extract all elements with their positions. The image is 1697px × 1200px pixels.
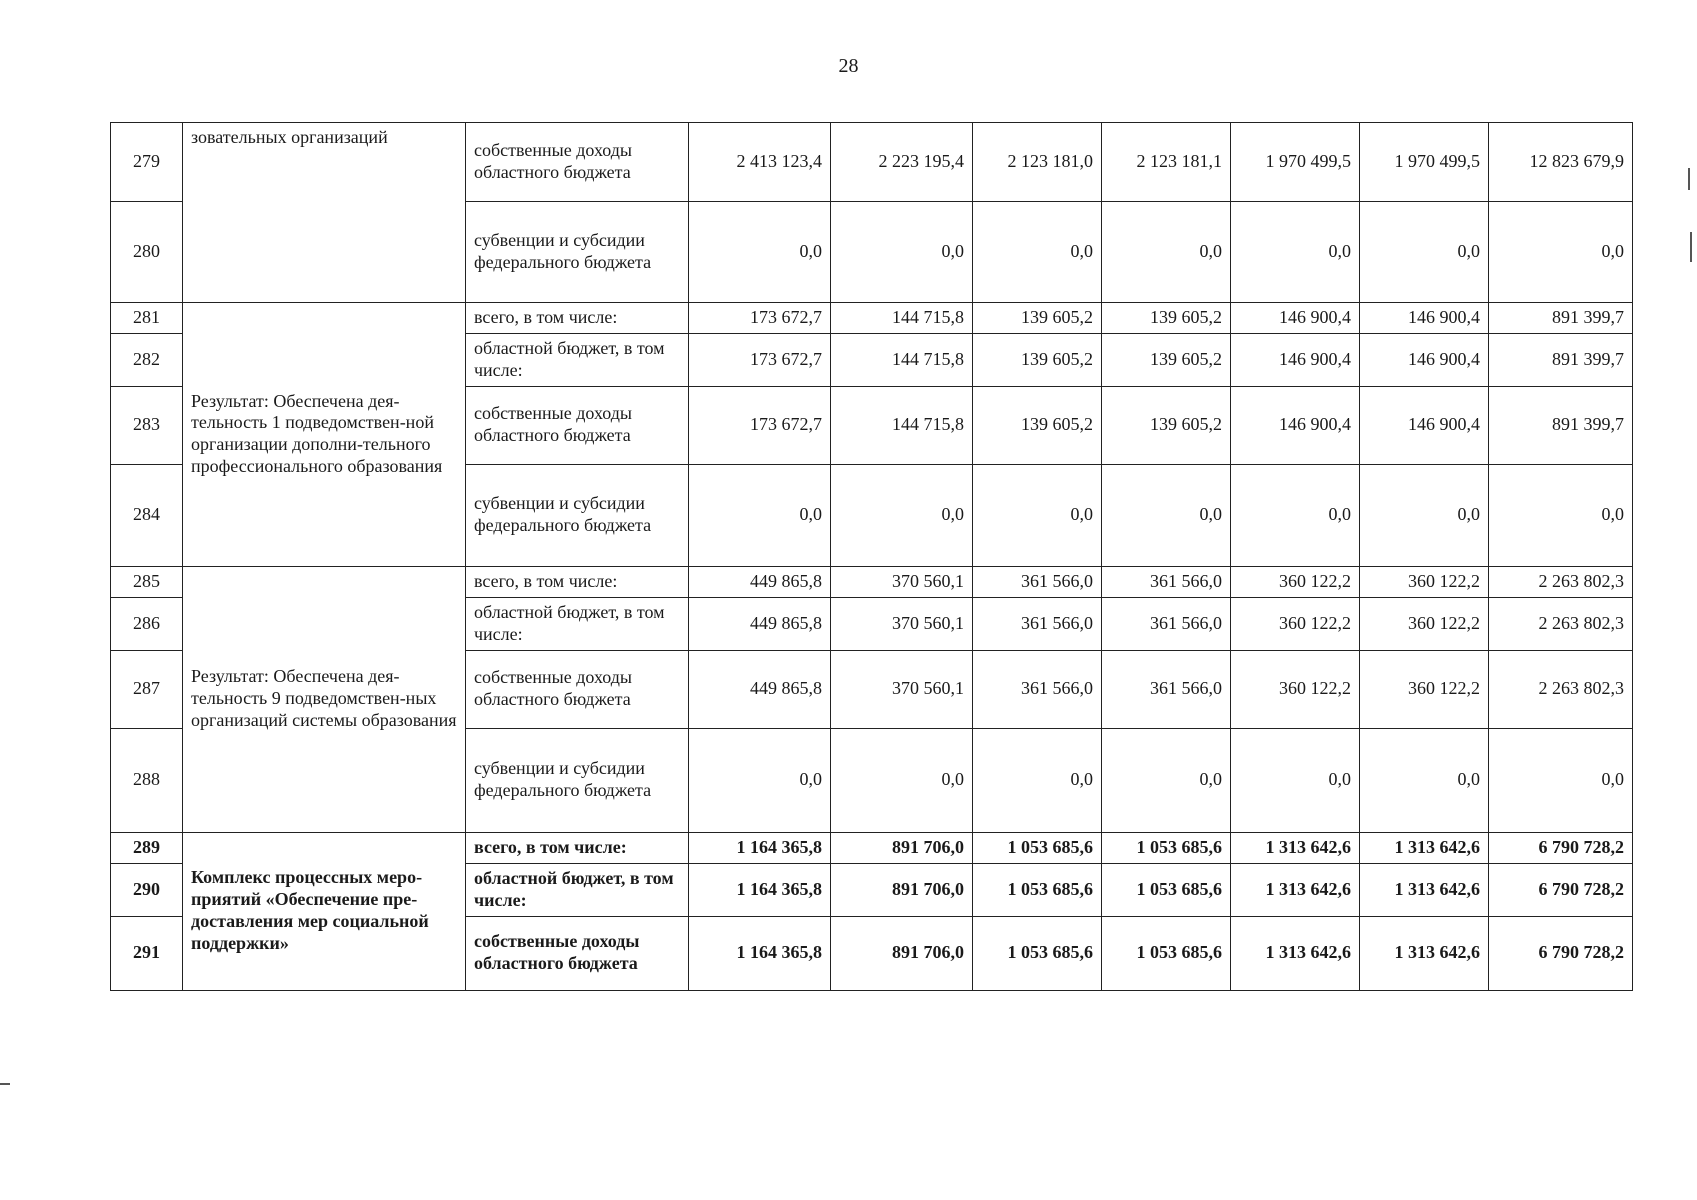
value-cell: 0,0 xyxy=(1102,728,1231,832)
row-number: 286 xyxy=(111,597,183,650)
value-cell: 1 164 365,8 xyxy=(689,863,831,916)
group-description: Комплекс процессных меро-приятий «Обеспечение пре-доставления мер социальной поддержки» xyxy=(183,832,466,990)
table-row xyxy=(111,123,1633,202)
row-number: 289 xyxy=(111,832,183,863)
row-number: 287 xyxy=(111,650,183,728)
value-cell: 360 122,2 xyxy=(1360,566,1489,597)
value-cell: 139 605,2 xyxy=(973,386,1102,464)
value-cell: 146 900,4 xyxy=(1360,386,1489,464)
value-cell: 1 313 642,6 xyxy=(1360,916,1489,990)
value-cell: 360 122,2 xyxy=(1231,650,1360,728)
total-value-cell: 6 790 728,2 xyxy=(1489,863,1633,916)
value-cell: 361 566,0 xyxy=(973,566,1102,597)
total-value-cell: 6 790 728,2 xyxy=(1489,832,1633,863)
total-value-cell: 0,0 xyxy=(1489,728,1633,832)
funding-source: областной бюджет, в том числе: xyxy=(466,863,689,916)
row-number: 290 xyxy=(111,863,183,916)
scan-edge-mark xyxy=(1688,168,1690,190)
table-row xyxy=(111,566,1633,597)
value-cell: 360 122,2 xyxy=(1231,566,1360,597)
total-value-cell: 891 399,7 xyxy=(1489,303,1633,334)
funding-source: собственные доходы областного бюджета xyxy=(466,386,689,464)
value-cell: 361 566,0 xyxy=(973,650,1102,728)
value-cell: 360 122,2 xyxy=(1360,650,1489,728)
value-cell: 146 900,4 xyxy=(1360,303,1489,334)
value-cell: 1 053 685,6 xyxy=(973,832,1102,863)
row-number: 285 xyxy=(111,566,183,597)
value-cell: 0,0 xyxy=(689,202,831,303)
value-cell: 0,0 xyxy=(973,728,1102,832)
value-cell: 144 715,8 xyxy=(831,386,973,464)
row-number: 291 xyxy=(111,916,183,990)
group-description: Результат: Обеспечена дея-тельность 9 подведомствен-ных организаций системы образования xyxy=(183,566,466,832)
value-cell: 173 672,7 xyxy=(689,303,831,334)
value-cell: 360 122,2 xyxy=(1360,597,1489,650)
funding-source: собственные доходы областного бюджета xyxy=(466,123,689,202)
value-cell: 0,0 xyxy=(1102,464,1231,566)
value-cell: 0,0 xyxy=(689,464,831,566)
value-cell: 139 605,2 xyxy=(1102,303,1231,334)
value-cell: 1 053 685,6 xyxy=(973,916,1102,990)
funding-source: собственные доходы областного бюджета xyxy=(466,650,689,728)
row-number: 279 xyxy=(111,123,183,202)
value-cell: 361 566,0 xyxy=(1102,650,1231,728)
funding-source: областной бюджет, в том числе: xyxy=(466,597,689,650)
value-cell: 0,0 xyxy=(689,728,831,832)
value-cell: 146 900,4 xyxy=(1360,333,1489,386)
total-value-cell: 891 399,7 xyxy=(1489,386,1633,464)
value-cell: 1 313 642,6 xyxy=(1231,863,1360,916)
total-value-cell: 0,0 xyxy=(1489,464,1633,566)
total-value-cell: 891 399,7 xyxy=(1489,333,1633,386)
value-cell: 0,0 xyxy=(1360,464,1489,566)
value-cell: 370 560,1 xyxy=(831,650,973,728)
value-cell: 173 672,7 xyxy=(689,386,831,464)
value-cell: 139 605,2 xyxy=(973,333,1102,386)
value-cell: 139 605,2 xyxy=(1102,333,1231,386)
funding-source: субвенции и субсидии федерального бюджета xyxy=(466,464,689,566)
value-cell: 361 566,0 xyxy=(1102,566,1231,597)
row-number: 280 xyxy=(111,202,183,303)
value-cell: 2 123 181,1 xyxy=(1102,123,1231,202)
budget-table xyxy=(110,122,1633,991)
value-cell: 1 164 365,8 xyxy=(689,916,831,990)
value-cell: 146 900,4 xyxy=(1231,333,1360,386)
value-cell: 144 715,8 xyxy=(831,303,973,334)
funding-source: областной бюджет, в том числе: xyxy=(466,333,689,386)
value-cell: 891 706,0 xyxy=(831,863,973,916)
value-cell: 144 715,8 xyxy=(831,333,973,386)
value-cell: 370 560,1 xyxy=(831,566,973,597)
scan-edge-mark xyxy=(0,1083,10,1085)
value-cell: 1 313 642,6 xyxy=(1231,916,1360,990)
row-number: 282 xyxy=(111,333,183,386)
value-cell: 146 900,4 xyxy=(1231,303,1360,334)
total-value-cell: 2 263 802,3 xyxy=(1489,597,1633,650)
funding-source: всего, в том числе: xyxy=(466,832,689,863)
funding-source: субвенции и субсидии федерального бюджета xyxy=(466,202,689,303)
value-cell: 891 706,0 xyxy=(831,832,973,863)
value-cell: 1 970 499,5 xyxy=(1231,123,1360,202)
value-cell: 361 566,0 xyxy=(1102,597,1231,650)
value-cell: 0,0 xyxy=(1231,728,1360,832)
budget-table-body xyxy=(111,123,1633,991)
scan-edge-mark xyxy=(1690,232,1692,262)
row-number: 288 xyxy=(111,728,183,832)
row-number: 283 xyxy=(111,386,183,464)
total-value-cell: 6 790 728,2 xyxy=(1489,916,1633,990)
value-cell: 2 223 195,4 xyxy=(831,123,973,202)
funding-source: всего, в том числе: xyxy=(466,566,689,597)
funding-source: всего, в том числе: xyxy=(466,303,689,334)
group-description: Результат: Обеспечена дея-тельность 1 подведомствен-ной организации дополни-тельного профессионального образования xyxy=(183,303,466,567)
value-cell: 0,0 xyxy=(831,202,973,303)
value-cell: 0,0 xyxy=(831,464,973,566)
value-cell: 2 413 123,4 xyxy=(689,123,831,202)
value-cell: 1 053 685,6 xyxy=(973,863,1102,916)
value-cell: 2 123 181,0 xyxy=(973,123,1102,202)
value-cell: 449 865,8 xyxy=(689,650,831,728)
value-cell: 0,0 xyxy=(973,464,1102,566)
value-cell: 0,0 xyxy=(973,202,1102,303)
value-cell: 449 865,8 xyxy=(689,566,831,597)
value-cell: 0,0 xyxy=(1102,202,1231,303)
value-cell: 0,0 xyxy=(1231,202,1360,303)
value-cell: 1 313 642,6 xyxy=(1360,863,1489,916)
value-cell: 139 605,2 xyxy=(973,303,1102,334)
row-number: 284 xyxy=(111,464,183,566)
row-number: 281 xyxy=(111,303,183,334)
value-cell: 1 313 642,6 xyxy=(1360,832,1489,863)
value-cell: 0,0 xyxy=(831,728,973,832)
total-value-cell: 2 263 802,3 xyxy=(1489,650,1633,728)
total-value-cell: 0,0 xyxy=(1489,202,1633,303)
value-cell: 1 053 685,6 xyxy=(1102,916,1231,990)
value-cell: 361 566,0 xyxy=(973,597,1102,650)
value-cell: 1 313 642,6 xyxy=(1231,832,1360,863)
funding-source: субвенции и субсидии федерального бюджета xyxy=(466,728,689,832)
value-cell: 449 865,8 xyxy=(689,597,831,650)
total-value-cell: 2 263 802,3 xyxy=(1489,566,1633,597)
page-number: 28 xyxy=(838,55,859,77)
value-cell: 1 053 685,6 xyxy=(1102,832,1231,863)
value-cell: 1 164 365,8 xyxy=(689,832,831,863)
value-cell: 370 560,1 xyxy=(831,597,973,650)
value-cell: 139 605,2 xyxy=(1102,386,1231,464)
table-row xyxy=(111,303,1633,334)
value-cell: 891 706,0 xyxy=(831,916,973,990)
value-cell: 1 970 499,5 xyxy=(1360,123,1489,202)
value-cell: 0,0 xyxy=(1231,464,1360,566)
table-row xyxy=(111,832,1633,863)
value-cell: 173 672,7 xyxy=(689,333,831,386)
funding-source: собственные доходы областного бюджета xyxy=(466,916,689,990)
total-value-cell: 12 823 679,9 xyxy=(1489,123,1633,202)
group-description: зовательных организаций xyxy=(183,123,466,303)
value-cell: 360 122,2 xyxy=(1231,597,1360,650)
value-cell: 146 900,4 xyxy=(1231,386,1360,464)
value-cell: 1 053 685,6 xyxy=(1102,863,1231,916)
value-cell: 0,0 xyxy=(1360,202,1489,303)
value-cell: 0,0 xyxy=(1360,728,1489,832)
